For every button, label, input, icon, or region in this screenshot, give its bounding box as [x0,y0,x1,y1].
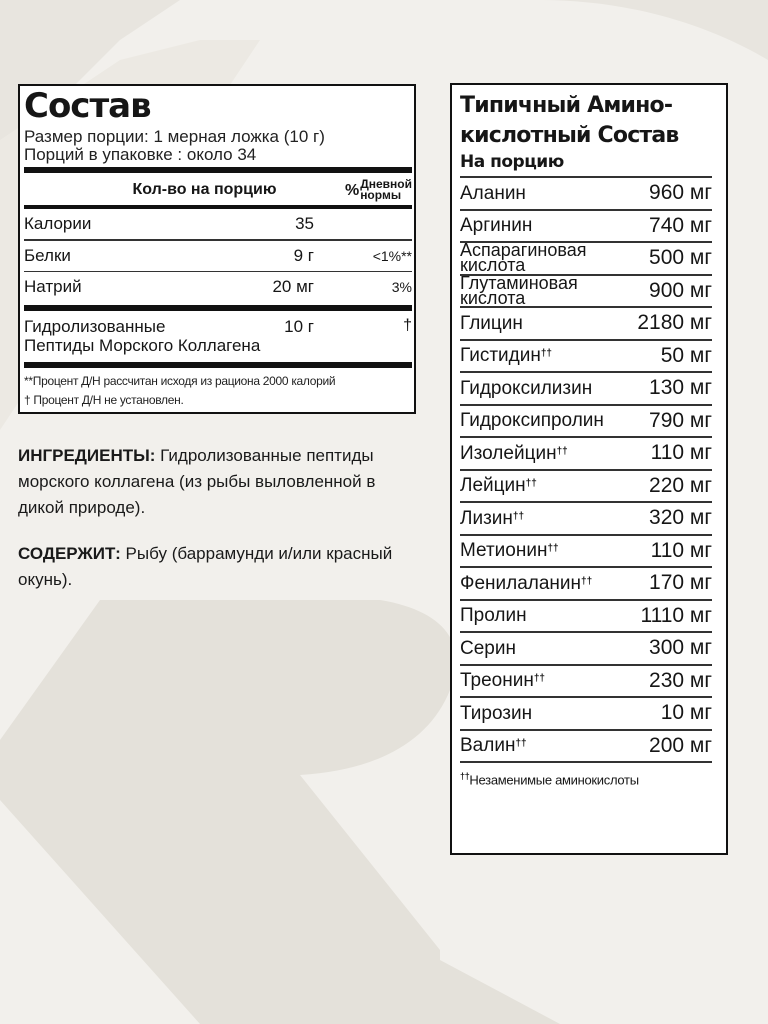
essential-mark: †† [556,445,568,457]
footnote-dv-basis: **Процент Д/Н рассчитан исходя из рациона 2000 калорий [24,374,336,388]
amino-value: 500 мг [649,246,712,270]
amino-name-text: Гистидин [460,345,541,367]
nutrient-value: 35 [295,214,314,233]
amino-row [460,209,712,242]
nutrition-row-collagen [24,313,412,359]
nutrition-row-sodium [24,272,412,302]
amino-name-text: Серин [460,637,516,659]
essential-mark: †† [525,478,537,490]
divider [24,362,412,368]
amino-name [460,442,568,464]
amino-row [460,664,712,697]
amino-name-text: Гидроксилизин [460,377,593,399]
amino-value: 50 мг [660,343,712,367]
amino-name [460,735,527,757]
amino-row [460,631,712,664]
amino-name-text: Аланин [460,182,526,204]
amino-name [460,540,559,562]
amino-name-text: Тирозин [460,702,533,724]
nutrient-dv: <1%** [372,247,412,264]
amino-name [460,215,533,237]
amino-title-line1: Типичный Амино- [460,93,673,118]
ingredients-text: Гидролизованные пептиды морского коллагена (из рыбы выловленной в дикой природе). [18,446,376,517]
collagen-name-line2: Пептиды Морского Коллагена [24,336,261,355]
essential-mark: †† [547,543,559,555]
contains-paragraph [18,541,418,593]
amino-value: 900 мг [649,278,712,302]
dv-label-line1: Дневной [360,177,412,191]
essential-mark: †† [515,738,527,750]
daily-value-label [360,179,412,201]
nutrient-name: Белки [24,245,71,265]
amino-value: 1110 мг [640,603,712,627]
amino-name [460,572,593,594]
amino-name [460,670,545,692]
divider [24,305,412,311]
amino-value: 10 мг [660,701,712,725]
dv-label-line2: нормы [360,188,402,202]
amino-title-line2: кислотный Состав [460,123,679,148]
amino-row [460,371,712,404]
serving-size: Размер порции: 1 мерная ложка (10 г) [24,127,325,146]
amino-footnote [460,761,712,787]
amino-name-text: Пролин [460,605,527,627]
amino-name [460,605,527,627]
nutrition-footnotes [24,370,412,410]
amino-name [460,182,526,204]
amino-value: 130 мг [649,376,712,400]
amino-name [460,312,523,334]
amount-per-serving-header: Кол-во на порцию [132,181,277,198]
amino-value: 2180 мг [637,311,712,335]
nutrient-name: Калории [24,214,92,233]
amino-row [460,696,712,729]
amino-acid-panel [450,83,728,855]
amino-name [460,507,525,529]
nutrient-value: 10 г [284,317,314,336]
nutrient-name: Натрий [24,277,82,296]
amino-value: 200 мг [649,733,712,757]
amino-row [460,469,712,502]
amino-value: 300 мг [649,636,712,660]
nutrient-name [24,317,260,355]
essential-mark: †† [460,771,470,781]
amino-row [460,436,712,469]
collagen-name-line1: Гидролизованные [24,317,166,336]
essential-footnote-text: Незаменимые аминокислоты [469,772,639,788]
amino-value: 110 мг [650,538,712,562]
ingredients-label: ИНГРЕДИЕНТЫ: [18,446,156,465]
amino-value: 220 мг [649,473,712,497]
amino-value: 110 мг [650,441,712,465]
nutrition-row-protein [24,241,412,271]
amino-row [460,274,712,307]
amino-row [460,241,712,274]
amino-name-text: Треонин [460,670,534,692]
amino-row [460,404,712,437]
amino-row [460,729,712,762]
daily-value-header [345,179,412,201]
amino-value: 230 мг [649,668,712,692]
amino-title [460,91,720,151]
amino-value: 740 мг [649,213,712,237]
amino-name [460,475,537,497]
amino-subtitle: На порцию [460,152,564,172]
amino-row [460,501,712,534]
nutrient-value: 9 г [293,245,314,265]
nutrition-title: Состав [24,86,151,126]
essential-mark: †† [512,510,525,522]
contains-text: Рыбу (баррамунди и/или красный окунь). [18,544,393,589]
amino-name [460,272,578,308]
amino-row [460,599,712,632]
amino-row [460,566,712,599]
footnote-dv-not-established: † Процент Д/Н не установлен. [24,393,184,407]
amino-name-text: Глутаминовая кислота [460,272,578,308]
ingredients-paragraph [18,443,418,521]
essential-mark: †† [581,575,593,587]
nutrition-row-calories [24,209,412,239]
amino-name-text: Лейцин [460,475,526,497]
amino-value: 790 мг [649,408,712,432]
amino-name-text: Аргинин [460,215,533,237]
servings-per-container: Порций в упаковке : около 34 [24,145,257,164]
amino-row [460,176,712,209]
percent-symbol: % [344,181,360,199]
amino-row [460,339,712,372]
amino-name [460,377,593,399]
amino-row [460,306,712,339]
amino-name [460,240,587,276]
essential-mark: †† [533,673,545,685]
amino-name-text: Гидроксипролин [460,410,604,432]
amino-name [460,410,604,432]
amino-name-text: Валин [460,735,516,757]
amino-row [460,534,712,567]
nutrient-dv: 3% [391,279,412,295]
nutrient-dv: † [403,317,412,334]
amino-value: 320 мг [649,506,712,530]
ingredients-section [18,443,418,613]
nutrient-value: 20 мг [272,277,314,296]
amino-value: 960 мг [649,181,712,205]
amino-name-text: Аспарагиновая кислота [460,240,587,276]
amino-name-text: Фенилаланин [460,572,582,594]
amino-value: 170 мг [649,571,712,595]
amino-name [460,345,552,367]
amino-name-text: Метионин [460,540,548,562]
nutrition-facts-panel [18,84,416,414]
amino-name [460,637,516,659]
amino-name-text: Лизин [460,507,513,529]
contains-label: СОДЕРЖИТ: [18,544,121,563]
amino-name-text: Изолейцин [460,442,557,464]
amino-name [460,702,533,724]
essential-mark: †† [540,348,552,360]
amino-acid-list [460,176,720,761]
divider [24,167,412,173]
amino-name-text: Глицин [460,312,523,334]
nutrition-table-header [24,175,412,205]
